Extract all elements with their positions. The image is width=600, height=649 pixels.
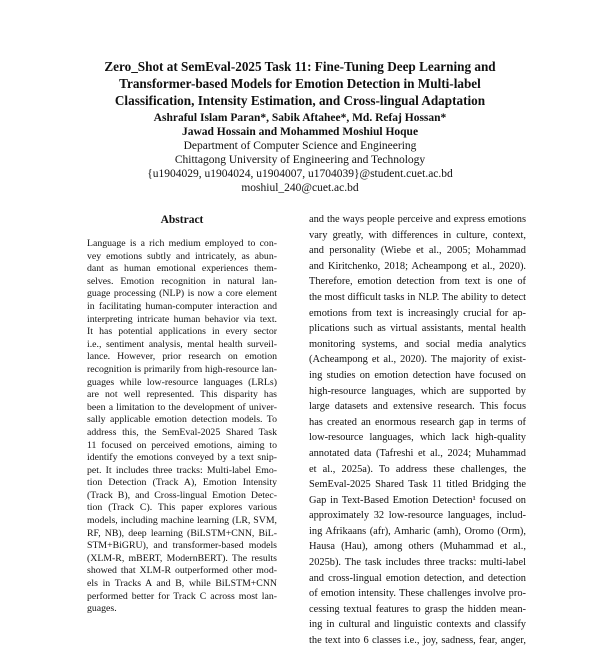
text-line: of emotion intensity. These challenges involve pro- (309, 588, 526, 600)
email-line: moshiul_240@cuet.ac.bd (241, 182, 359, 194)
text-line: annotated data (Tafreshi et al., 2024; Muhammad (309, 447, 526, 459)
text-line: ing studies on emotion detection have focused on (309, 369, 526, 381)
text-line: monitoring systems, and social media analytics (309, 338, 526, 350)
text-line: selves. Emotion recognition in natural lan- (87, 275, 277, 287)
affiliation-line: Department of Computer Science and Engineering (183, 140, 417, 152)
text-line: ing Afrikaans (afr), Amharic (amh), Oromo (Orm), (309, 525, 526, 537)
text-line: pet. It includes three tracks: Multi-label Emo- (87, 464, 277, 476)
text-line: plications such as virtual assistants, mental health (309, 323, 526, 335)
text-line: identify the emotions conveyed by a text snip- (87, 452, 277, 464)
text-line: It has potential applications in every sector (87, 326, 277, 338)
text-line: recognition is primarily from high-resource lan- (87, 363, 277, 375)
text-line: has created an enormous research gap in terms of (309, 416, 526, 428)
text-line: i.e., sentiment analysis, mental health surveil- (87, 338, 277, 350)
text-line: Therefore, emotion detection from text is one of (309, 276, 526, 288)
text-line: the text into 6 classes i.e., joy, sadness, fear, anger, (309, 635, 526, 647)
text-line: emotions from text is increasingly crucial for ap- (309, 307, 526, 319)
text-line: (Track B), and Cross-lingual Emotion Detec- (87, 489, 277, 501)
text-line: STM+BiGRU), and transformer-based models (87, 540, 277, 552)
author-names: Ashraful Islam Paran*, Sabik Aftahee*, Md. Refaj Hossan* (153, 112, 447, 124)
abstract-heading: Abstract (160, 214, 204, 226)
text-line: tion Detection (Track A), Emotion Intensity (87, 477, 277, 489)
text-line: and the ways people perceive and express emotions (309, 214, 526, 225)
text-line: lance. However, prior research on emotion (87, 351, 277, 363)
text-line: dant as human emotional experiences them- (87, 263, 277, 275)
text-line: ing in cultural and linguistic contexts and classify (309, 619, 526, 631)
author-names: Jawad Hossain and Mohammed Moshiul Hoque (181, 126, 419, 138)
text-line: Language is a rich medium employed to con- (87, 238, 277, 249)
abstract-text (87, 238, 277, 616)
text-line: high-resource languages, which are supported by (309, 385, 526, 397)
title-line: Transformer-based Models for Emotion Detection in Multi-label (119, 76, 481, 91)
text-line: Hausa (Hau), among others (Muhammad et al., (309, 541, 526, 553)
text-line: interpreting intricate human behavior via text. (87, 313, 277, 325)
text-line: Gap in Text-Based Emotion Detection¹ focused on (309, 494, 526, 506)
text-line: and Kiritchenko, 2018; Acheampong et al., 2020). (309, 260, 526, 272)
text-line: are not well represented. This disparity has (87, 389, 277, 401)
text-line: vey emotions subtly and intricately, as abun- (87, 250, 277, 262)
text-line: sally applicable emotion detection models. To (87, 414, 277, 426)
text-line: els in Tracks A and B, while BiLSTM+CNN (87, 578, 277, 590)
paper-title (60, 58, 540, 109)
title-line: Classification, Intensity Estimation, and Cross-lingual Adaptation (114, 93, 486, 108)
text-line: SemEval-2025 Shared Task 11 titled Bridging the (309, 479, 526, 491)
email-line: {u1904029, u1904024, u1904007, u1704039}@student.cuet.ac.bd (147, 168, 453, 180)
text-line: and personality (Wiebe et al., 2005; Mohammad (309, 245, 526, 257)
affiliation-line: Chittagong University of Engineering and Technology (174, 154, 426, 166)
text-line: low-resource languages, which lack high-quality (309, 432, 526, 444)
text-line: 2025b). The task includes three tracks: multi-label (309, 557, 526, 569)
text-line: address this, the SemEval-2025 Shared Task (87, 426, 277, 438)
text-line: models, including machine learning (LR, SVM, (87, 515, 277, 527)
text-line: 11 focused on perceived emotions, aiming to (87, 439, 277, 451)
text-line: RF, NB), deep learning (BiLSTM+CNN, BiL- (87, 527, 277, 539)
text-line: cessing textual features to grasp the hidden mean- (309, 603, 526, 615)
text-line: guage processing (NLP) is now a core element (87, 288, 277, 300)
text-line: in facilitating human-computer interaction and (87, 300, 277, 312)
text-line: (XLM-R, mBERT, ModernBERT). The results (87, 552, 277, 564)
text-line: et al., 2025a). To address these challenges, the (309, 463, 526, 475)
author-block (60, 111, 540, 195)
text-line: approximately 32 low-resource languages, includ- (309, 510, 526, 522)
text-line: and cross-lingual emotion detection, and detection (309, 572, 526, 584)
text-line: the most difficult tasks in NLP. The ability to detect (309, 291, 526, 303)
text-line: guages. (87, 603, 117, 615)
introduction-text (309, 212, 526, 649)
text-line: been a limitation to the development of univer- (87, 401, 277, 413)
text-line: vary greatly, with differences in culture, context, (309, 229, 526, 241)
title-line: Zero_Shot at SemEval-2025 Task 11: Fine-Tuning Deep Learning and (104, 59, 496, 74)
text-line: large datasets and extensive research. This focus (309, 401, 526, 413)
text-line: performed better for Track C across most lan- (87, 590, 277, 602)
text-line: tion (Track C). This paper explores various (87, 502, 277, 514)
text-line: showed that XLM-R outperformed other mod- (87, 565, 277, 577)
text-line: (Acheampong et al., 2020). The majority of exist- (309, 354, 526, 366)
text-line: guages while low-resource languages (LRLs) (87, 376, 277, 388)
